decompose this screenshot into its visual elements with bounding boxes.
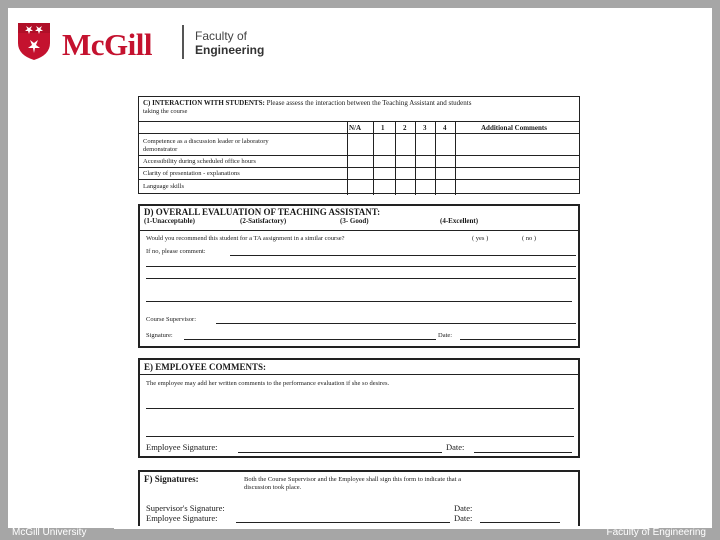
date-line-d: [460, 339, 576, 340]
scale-1: (1-Unacceptable): [144, 217, 195, 225]
section-d-title: D) OVERALL EVALUATION OF TEACHING ASSISTANT:: [144, 207, 381, 217]
recommend-no: ( no ): [522, 235, 537, 242]
faculty-line1: Faculty of: [195, 29, 248, 43]
section-f-text-cont: discussion took place.: [244, 484, 302, 491]
recommend-yes: ( yes ): [472, 235, 489, 242]
section-d-overall-evaluation: [138, 204, 580, 348]
comment-line-4: [146, 301, 572, 302]
criterion-clarity: Clarity of presentation - explanations: [143, 170, 240, 177]
signature-label: Signature:: [146, 332, 173, 339]
criterion-competence: Competence as a discussion leader or laboratory: [143, 138, 269, 145]
date-line-e: [474, 452, 572, 453]
section-e-text: The employee may add her written comments to the performance evaluation if she so desires.: [146, 380, 390, 387]
section-c-heading: C) INTERACTION WITH STUDENTS:: [143, 99, 265, 107]
section-c-instructions: Please assess the interaction between the Teaching Assistant and students: [266, 99, 472, 107]
slide-content: [8, 74, 712, 528]
col-comments: Additional Comments: [481, 124, 547, 132]
mcgill-wordmark: McGill: [62, 27, 152, 62]
section-c-interaction: [138, 96, 580, 194]
if-no-comment-label: If no, please comment:: [146, 248, 206, 255]
criterion-competence-cont: demonstrator: [143, 146, 178, 153]
section-c-title: [143, 99, 471, 107]
date-label-d: Date:: [438, 332, 453, 339]
recommend-question: Would you recommend this student for a TA assignment in a similar course?: [146, 235, 345, 242]
date-line-f2: [480, 522, 560, 523]
comment-line-3: [146, 278, 576, 279]
scale-3: (3- Good): [340, 217, 369, 225]
section-f-text: Both the Course Supervisor and the Employee shall sign this form to indicate that a: [244, 476, 461, 483]
employee-comment-line-1: [146, 408, 574, 409]
footer-band: [114, 526, 648, 529]
col-na: N/A: [349, 124, 362, 132]
supervisor-signature-label: Supervisor's Signature:: [146, 503, 225, 513]
col-3: 3: [423, 124, 427, 132]
header-divider: [182, 25, 184, 59]
footer-university: McGill University: [12, 527, 87, 538]
footer-faculty: Faculty of Engineering: [606, 527, 706, 538]
section-f-title: F) Signatures:: [144, 474, 199, 484]
faculty-label: [195, 29, 264, 57]
section-e-title: E) EMPLOYEE COMMENTS:: [144, 362, 267, 372]
course-supervisor-line: [216, 323, 576, 324]
employee-signature-label-f: Employee Signature:: [146, 513, 218, 523]
comment-line-1: [230, 255, 576, 256]
course-supervisor-label: Course Supervisor:: [146, 316, 197, 323]
date-label-f2: Date:: [454, 513, 473, 523]
criterion-language: Language skills: [143, 183, 184, 190]
scale-2: (2-Satisfactory): [240, 217, 287, 225]
slide-header: [8, 8, 712, 74]
date-label-f1: Date:: [454, 503, 473, 513]
col-2: 2: [403, 124, 407, 132]
col-4: 4: [443, 124, 447, 132]
criterion-accessibility: Accessibility during scheduled office hours: [143, 158, 256, 165]
section-c-instructions-cont: taking the course: [143, 108, 188, 115]
section-e-employee-comments: [138, 358, 580, 458]
faculty-line2: Engineering: [195, 43, 265, 57]
col-1: 1: [381, 124, 385, 132]
employee-signature-line: [238, 452, 442, 453]
employee-signature-line-f: [236, 522, 450, 523]
date-label-e: Date:: [446, 442, 465, 452]
employee-comment-line-2: [146, 436, 574, 437]
mcgill-crest-icon: [16, 21, 52, 61]
employee-signature-label: Employee Signature:: [146, 442, 218, 452]
comment-line-2: [146, 266, 576, 267]
scale-4: (4-Excellent): [440, 217, 479, 225]
section-f-signatures: [138, 470, 580, 528]
signature-line: [184, 339, 436, 340]
